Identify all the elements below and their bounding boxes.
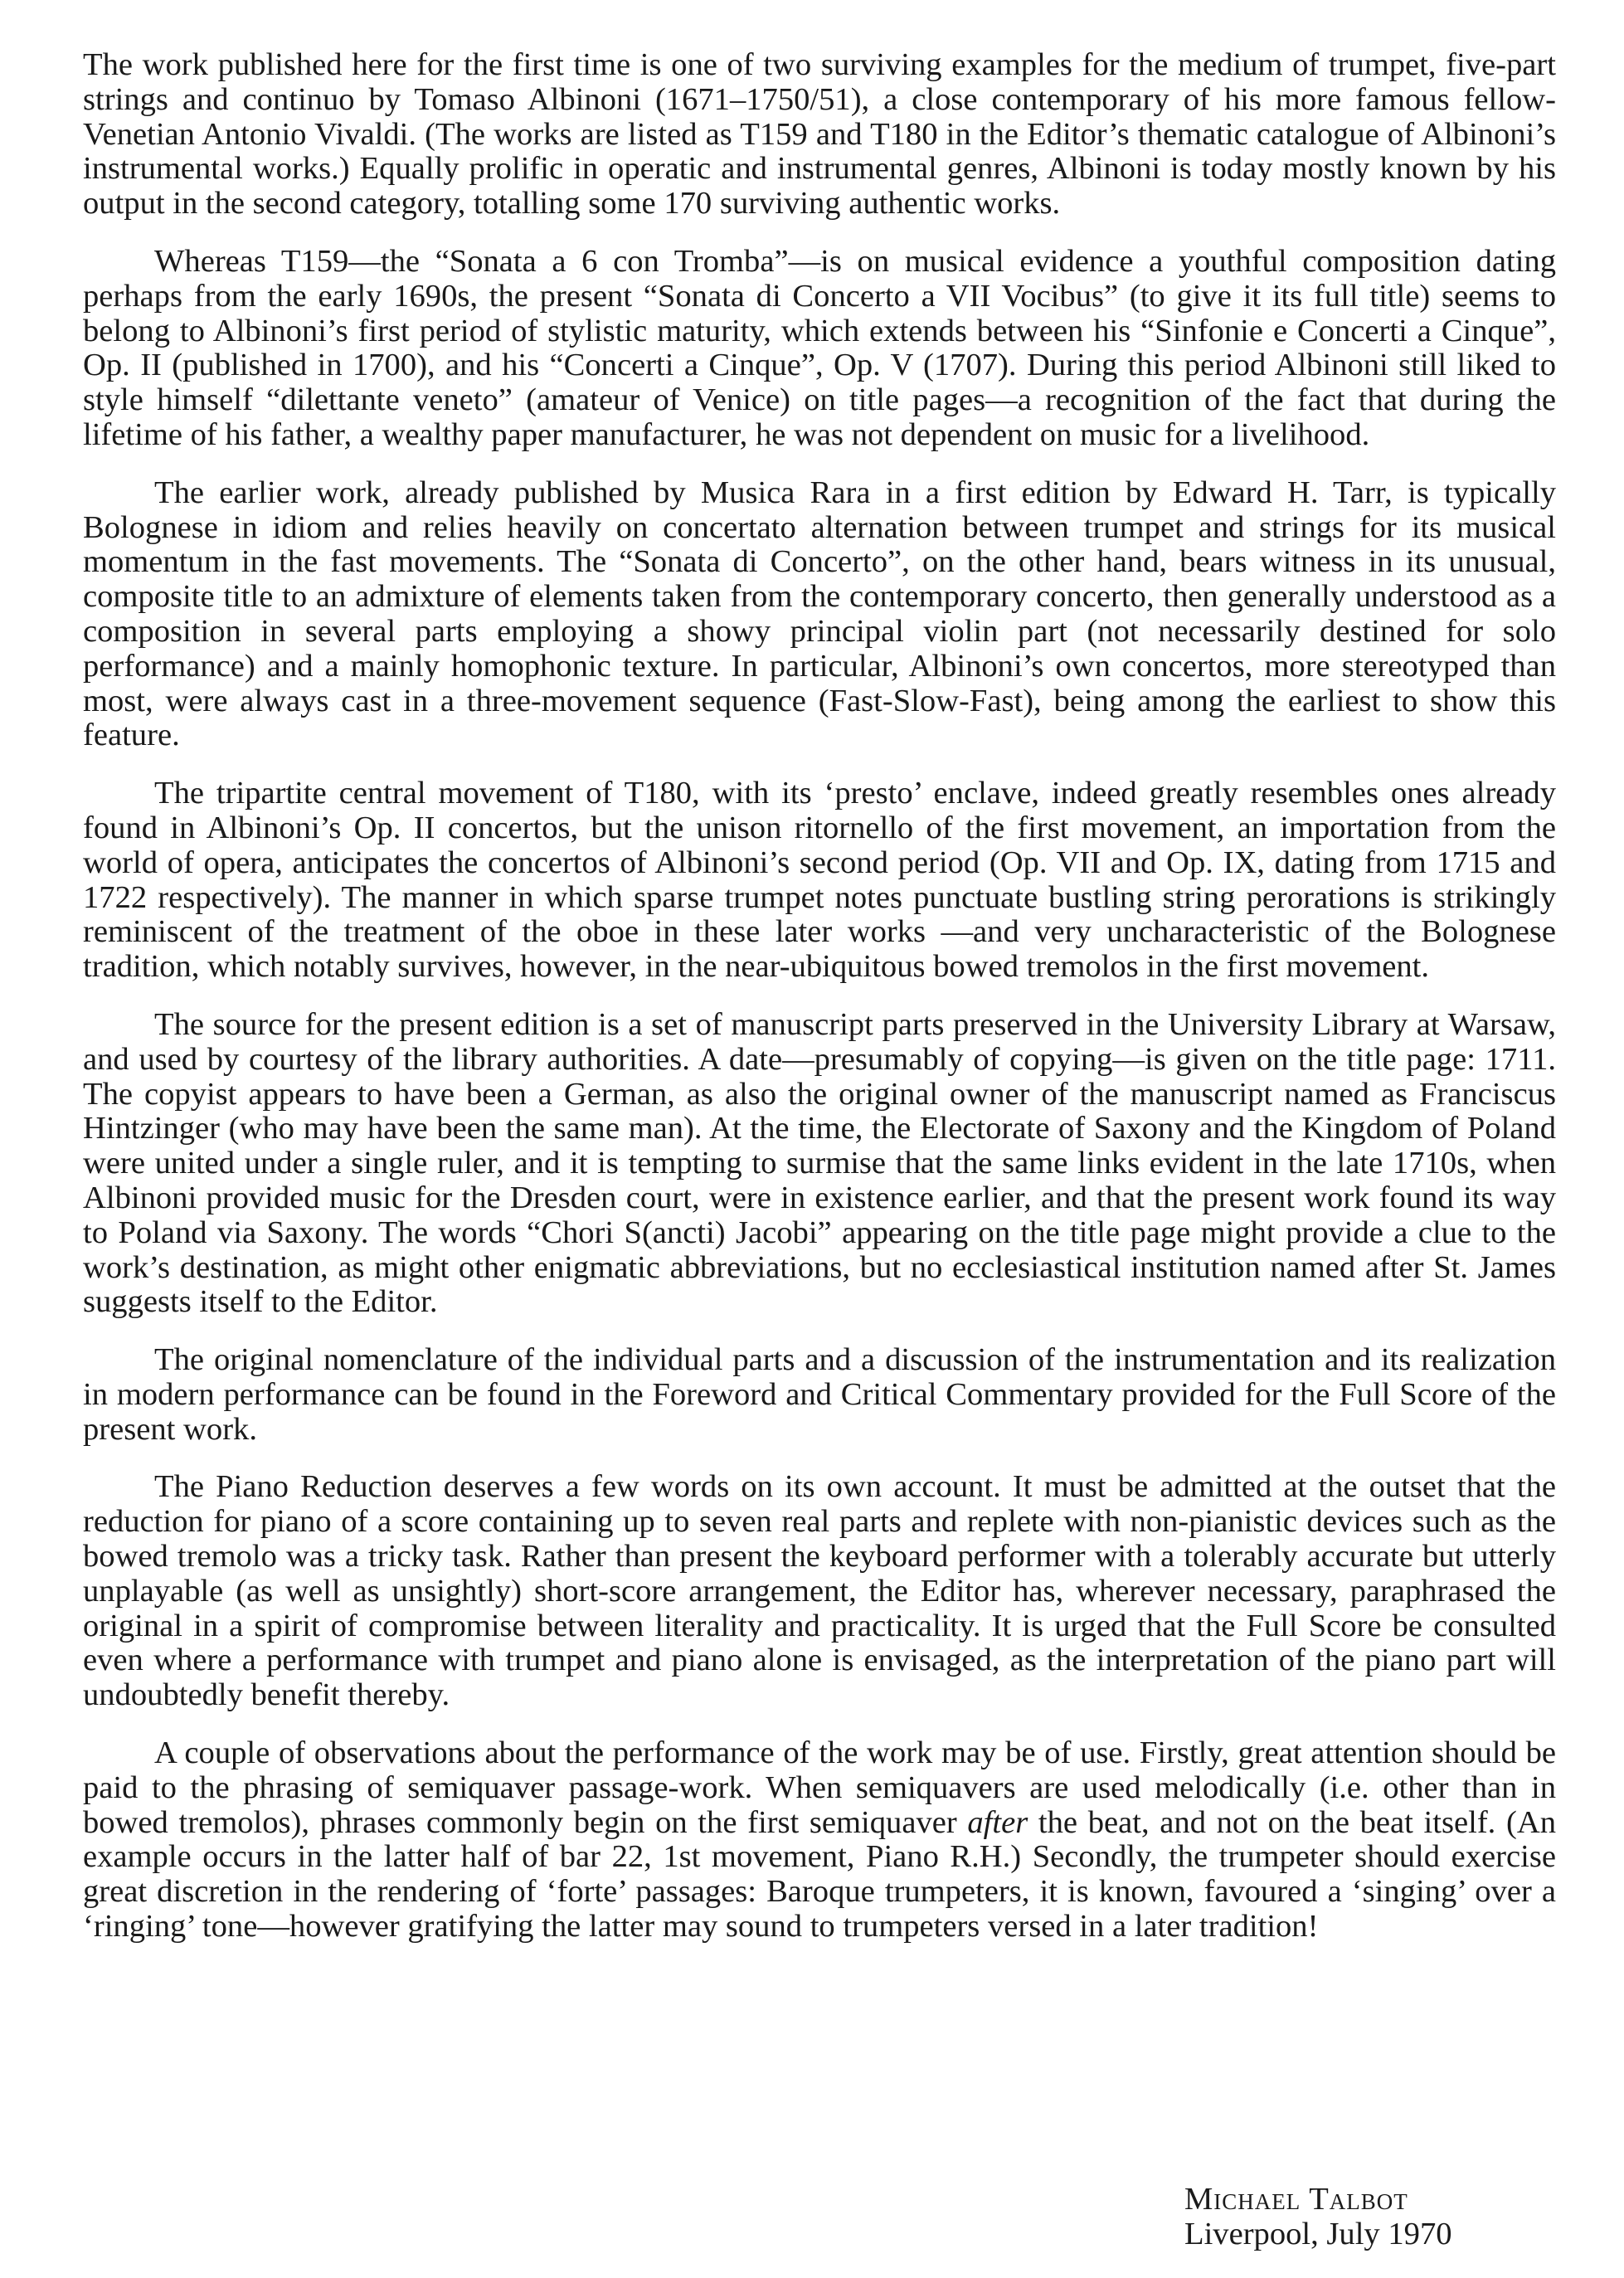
document-body	[83, 48, 1556, 1945]
paragraph-7: The Piano Reduction deserves a few words on its own account. It must be admitted at the outset that the reduction for piano of a score containing up to seven real parts and replete with non-pianistic devices such as the bowed tremolo was a tricky task. Rather than present the keyboard performer with a tolerably accurate but utterly unplayable (as well as unsightly) short-score arrangement, the Editor has, wherever necessary, paraphrased the original in a spirit of compromise between literality and practicality. It is urged that the Full Score be consulted even where a performance with trumpet and piano alone is envisaged, as the interpretation of the piano part will undoubtedly benefit thereby.	[83, 1469, 1556, 1713]
paragraph-2: Whereas T159—the “Sonata a 6 con Tromba”—is on musical evidence a youthful composition dating perhaps from the early 1690s, the present “Sonata di Concerto a VII Vocibus” (to give it its full title) seems to belong to Albinoni’s first period of stylistic maturity, which extends between his “Sinfonie e Concerti a Cinque”, Op. II (published in 1700), and his “Concerti a Cinque”, Op. V (1707). During this period Albinoni still liked to style himself “dilettante veneto” (amateur of Venice) on title pages—a recognition of the fact that during the lifetime of his father, a wealthy paper manufacturer, he was not dependent on music for a livelihood.	[83, 243, 1556, 452]
paragraph-8	[83, 1736, 1556, 1945]
place-date: Liverpool, July 1970	[1184, 2217, 1452, 2251]
paragraph-8-start: A couple of observations about the performance of the work may be of use. Firstly, great attention should be paid to the phrasing of semiquaver passage-work. When semiquavers are used melodically (i.e. other than in bowed tremolos), phrases commonly begin on the first semiquaver	[83, 1735, 1556, 1840]
paragraph-6: The original nomenclature of the individual parts and a discussion of the instrumentation and its realization in modern performance can be found in the Foreword and Critical Commentary provided for the Full Score of the present work.	[83, 1342, 1556, 1447]
paragraph-4: The tripartite central movement of T180, with its ‘presto’ enclave, indeed greatly resembles ones already found in Albinoni’s Op. II concertos, but the unison ritornello of the first movement, an importation from the world of opera, anticipates the concertos of Albinoni’s second period (Op. VII and Op. IX, dating from 1715 and 1722 respectively). The manner in which sparse trumpet notes punctuate bustling string perorations is strikingly reminiscent of the treatment of the oboe in these later works —and very uncharacteristic of the Bolognese tradition, which notably survives, however, in the near-ubiquitous bowed tremolos in the first movement.	[83, 776, 1556, 985]
signature-block	[1184, 2182, 1566, 2251]
paragraph-3: The earlier work, already published by Musica Rara in a first edition by Edward H. Tarr, is typically Bolognese in idiom and relies heavily on concertato alternation between trumpet and strings for its musical momentum in the fast movements. The “Sonata di Concerto”, on the other hand, bears witness in its unusual, composite title to an admixture of elements taken from the contemporary concerto, then generally understood as a composition in several parts employing a showy principal violin part (not necessarily destined for solo performance) and a mainly homophonic texture. In particular, Albinoni’s own concertos, more stereotyped than most, were always cast in a three-movement sequence (Fast-Slow-Fast), being among the earliest to show this feature.	[83, 475, 1556, 753]
author-name: Michael Talbot	[1184, 2182, 1408, 2217]
paragraph-8-end: the beat, and not on the beat itself. (An example occurs in the latter half of bar 22, 1st movement, Piano R.H.) Secondly, the trumpeter should exercise great discretion in the rendering of ‘forte’ passages: Baroque trumpeters, it is known, favoured a ‘singing’ over a ‘ringing’ tone—however gratifying the latter may sound to trumpeters versed in a later tradition!	[83, 1804, 1556, 1945]
paragraph-8-emphasis: after	[967, 1804, 1028, 1840]
paragraph-1: The work published here for the first time is one of two surviving examples for the medium of trumpet, five-part strings and continuo by Tomaso Albinoni (1671–1750/51), a close contemporary of his more famous fellow-Venetian Antonio Vivaldi. (The works are listed as T159 and T180 in the Editor’s thematic catalogue of Albinoni’s instrumental works.) Equally prolific in operatic and instrumental genres, Albinoni is today mostly known by his output in the second category, totalling some 170 surviving authentic works.	[83, 47, 1556, 221]
paragraph-5: The source for the present edition is a set of manuscript parts preserved in the University Library at Warsaw, and used by courtesy of the library authorities. A date—presumably of copying—is given on the title page: 1711. The copyist appears to have been a German, as also the original owner of the manuscript named as Franciscus Hintzinger (who may have been the same man). At the time, the Electorate of Saxony and the Kingdom of Poland were united under a single ruler, and it is tempting to surmise that the same links evident in the late 1710s, when Albinoni provided music for the Dresden court, were in existence earlier, and that the present work found its way to Poland via Saxony. The words “Chori S(ancti) Jacobi” appearing on the title page might provide a clue to the work’s destination, as might other enigmatic abbreviations, but no ecclesiastical institution named after St. James suggests itself to the Editor.	[83, 1006, 1556, 1320]
